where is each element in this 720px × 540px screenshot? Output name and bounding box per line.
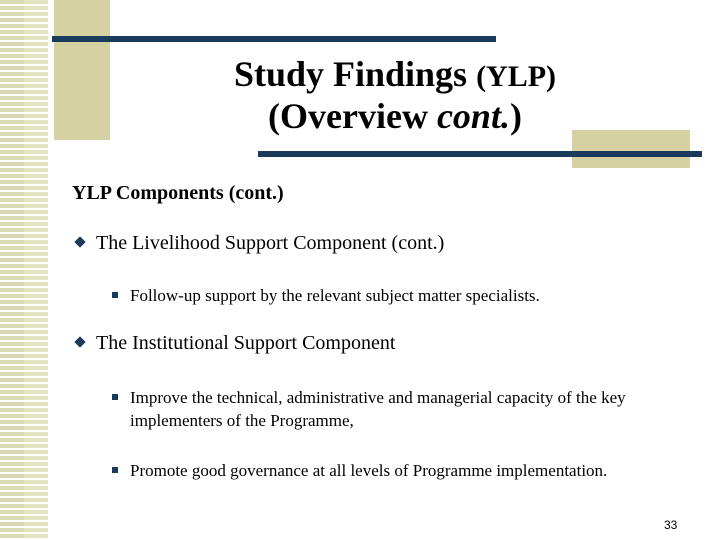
square-bullet-icon [112,292,118,298]
decorative-stripe-inner [24,0,48,540]
slide-title-suffix: (YLP) [476,60,557,93]
subbullet-governance [112,459,692,482]
title-accent-block [54,0,110,140]
bullet-label: The Livelihood Support Component (cont.) [96,232,445,254]
bullet-institutional [76,332,395,355]
page-number: 33 [664,518,678,532]
slide-title-close: ) [509,96,522,136]
decorative-stripe-left [0,0,24,540]
title-rule-bottom [258,151,702,157]
slide-title-overview: (Overview [268,96,437,136]
subbullet-text: Promote good governance at all levels of Programme implementation. [130,461,608,480]
slide-title-main: Study Findings [233,54,468,94]
subbullet-capacity [112,386,692,433]
square-bullet-icon [112,394,118,400]
bullet-label: The Institutional Support Component [96,332,396,354]
title-rule-top [52,36,496,42]
subbullet-text: Improve the technical, administrative and managerial capacity of the key implementers of the Programme, [130,388,626,431]
slide-title-cont: cont. [436,96,510,136]
subbullet-text: Follow-up support by the relevant subject matter specialists. [130,286,540,305]
slide-title-line1 [150,54,640,95]
slide-title-line2 [150,96,640,137]
bullet-livelihood [76,232,444,255]
subbullet-followup [112,284,692,307]
square-bullet-icon [112,467,118,473]
diamond-bullet-icon [74,236,85,247]
section-heading: YLP Components (cont.) [72,182,284,204]
diamond-bullet-icon [74,336,85,347]
